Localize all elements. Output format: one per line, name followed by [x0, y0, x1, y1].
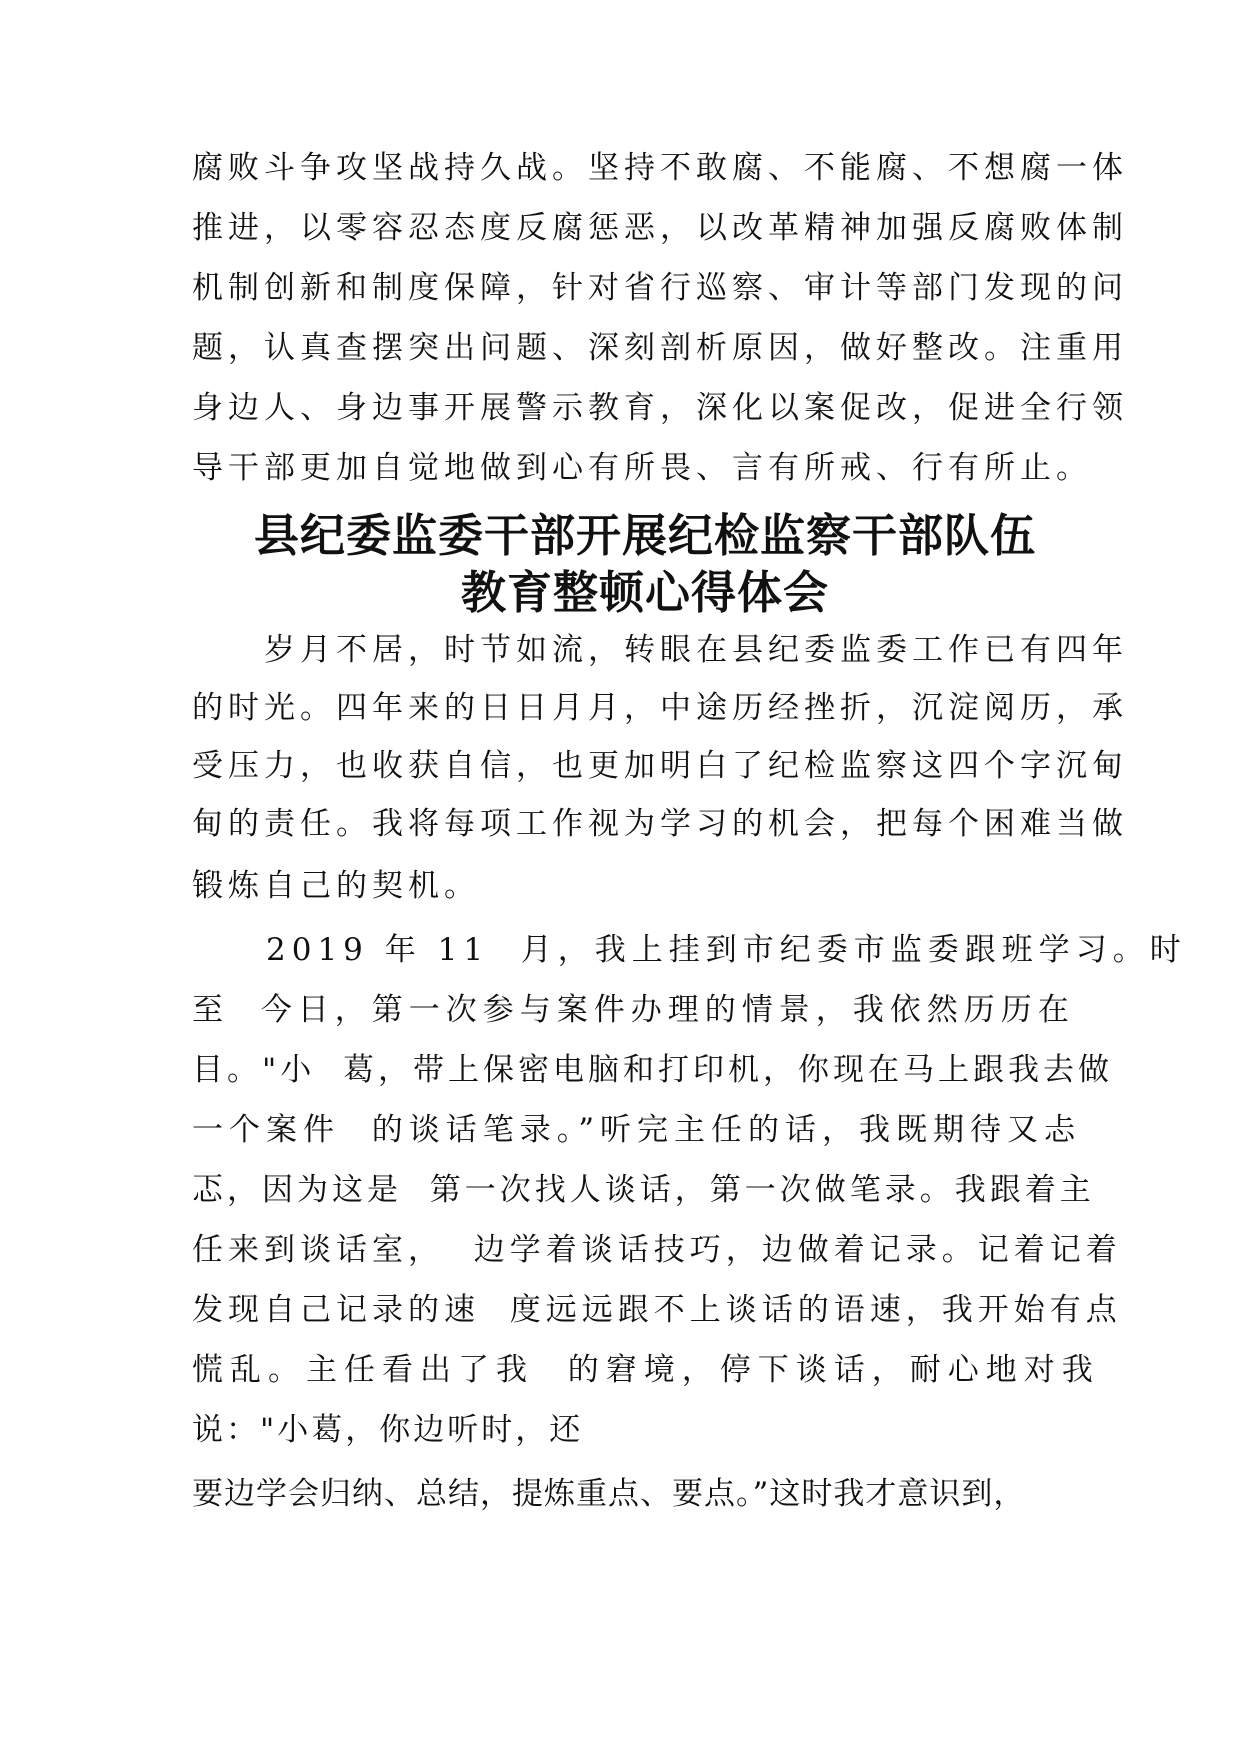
intro-line-1: 腐败斗争攻坚战持久战。坚持不敢腐、不能腐、不想腐一体	[192, 150, 1128, 186]
para2-line-2: 至 今日，第一次参与案件办理的情景，我依然历历在	[192, 992, 1075, 1028]
para2-line-1: 2019 年 11 月，我上挂到市纪委市监委跟班学习。时	[192, 932, 1187, 968]
para2-line-6: 任来到谈话室， 边学着谈话技巧，边做着记录。记着记着	[192, 1232, 1122, 1268]
para1-line-2: 的时光。四年来的日日月月，中途历经挫折，沉淀阅历，承	[192, 690, 1128, 726]
para2-line-4: 一个案件 的谈话笔录。”听完主任的话，我既期待又忐	[192, 1112, 1082, 1148]
para1-line-5: 锻炼自己的契机。	[192, 868, 480, 904]
document-title-line-2: 教育整顿心得体会	[460, 566, 829, 619]
intro-line-4: 题，认真查摆突出问题、深刻剖析原因，做好整改。注重用	[192, 330, 1128, 366]
para2-line-3: 目。"小 葛，带上保密电脑和打印机，你现在马上跟我去做	[192, 1052, 1113, 1088]
para3-line-1: 要边学会归纳、总结，提炼重点、要点。”这时我才意识到，	[192, 1476, 1026, 1512]
para2-line-5: 忑，因为这是 第一次找人谈话，第一次做笔录。我跟着主	[192, 1172, 1095, 1208]
para1-line-1: 岁月不居，时节如流，转眼在县纪委监委工作已有四年	[192, 632, 1128, 668]
para1-line-3: 受压力，也收获自信，也更加明白了纪检监察这四个字沉甸	[192, 748, 1128, 784]
intro-line-2: 推进，以零容忍态度反腐惩恶，以改革精神加强反腐败体制	[192, 210, 1128, 246]
document-title-line-1: 县纪委监委干部开展纪检监察干部队伍	[253, 509, 1036, 562]
para2-line-7: 发现自己记录的速 度远远跟不上谈话的语速，我开始有点	[192, 1292, 1122, 1328]
intro-line-5: 身边人、身边事开展警示教育，深化以案促改，促进全行领	[192, 390, 1128, 426]
para2-line-8: 慌乱。主任看出了我 的窘境，停下谈话，耐心地对我	[192, 1352, 1100, 1388]
para2-line-9: 说："小葛，你边听时，还	[192, 1412, 584, 1448]
para1-line-4: 甸的责任。我将每项工作视为学习的机会，把每个困难当做	[192, 806, 1128, 842]
intro-line-3: 机制创新和制度保障，针对省行巡察、审计等部门发现的问	[192, 270, 1128, 306]
intro-line-6: 导干部更加自觉地做到心有所畏、言有所戒、行有所止。	[192, 450, 1092, 486]
